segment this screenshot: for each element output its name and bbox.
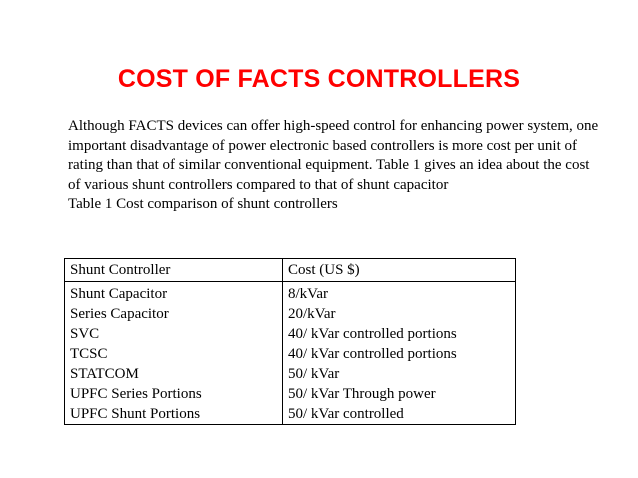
controller-cell: Series Capacitor [65, 304, 283, 324]
table-row [65, 404, 516, 425]
intro-line: important disadvantage of power electronic based controllers is more cost per unit of [68, 137, 578, 154]
table-row [65, 324, 516, 344]
controller-cell: Shunt Capacitor [65, 282, 283, 305]
controller-cell: SVC [65, 324, 283, 344]
cost-cell: 8/kVar [283, 282, 516, 305]
table-row [65, 364, 516, 384]
cost-cell: 50/ kVar [283, 364, 516, 384]
cost-cell: 50/ kVar Through power [283, 384, 516, 404]
cost-cell: 40/ kVar controlled portions [283, 344, 516, 364]
table-row [65, 344, 516, 364]
intro-line: of various shunt controllers compared to that of shunt capacitor [68, 176, 449, 193]
table-row [65, 304, 516, 324]
table-header-row [65, 259, 516, 282]
controller-cell: TCSC [65, 344, 283, 364]
cost-cell: 40/ kVar controlled portions [283, 324, 516, 344]
slide-title: COST OF FACTS CONTROLLERS [117, 65, 521, 93]
intro-line: rating than that of similar conventional equipment. Table 1 gives an idea about the cost [68, 157, 590, 173]
controller-cell: UPFC Series Portions [65, 384, 283, 404]
table-row [65, 384, 516, 404]
intro-line: Although FACTS devices can offer high-speed control for enhancing power system, one [68, 118, 599, 134]
table-row [65, 282, 516, 305]
header-shunt-controller: Shunt Controller [65, 259, 283, 282]
controller-cell: UPFC Shunt Portions [65, 404, 283, 425]
cost-comparison-table [64, 258, 516, 425]
cost-cell: 50/ kVar controlled [283, 404, 516, 425]
table-caption: Table 1 Cost comparison of shunt controllers [68, 196, 338, 212]
intro-paragraph [68, 117, 608, 215]
cost-cell: 20/kVar [283, 304, 516, 324]
controller-cell: STATCOM [65, 364, 283, 384]
header-cost: Cost (US $) [283, 259, 516, 282]
